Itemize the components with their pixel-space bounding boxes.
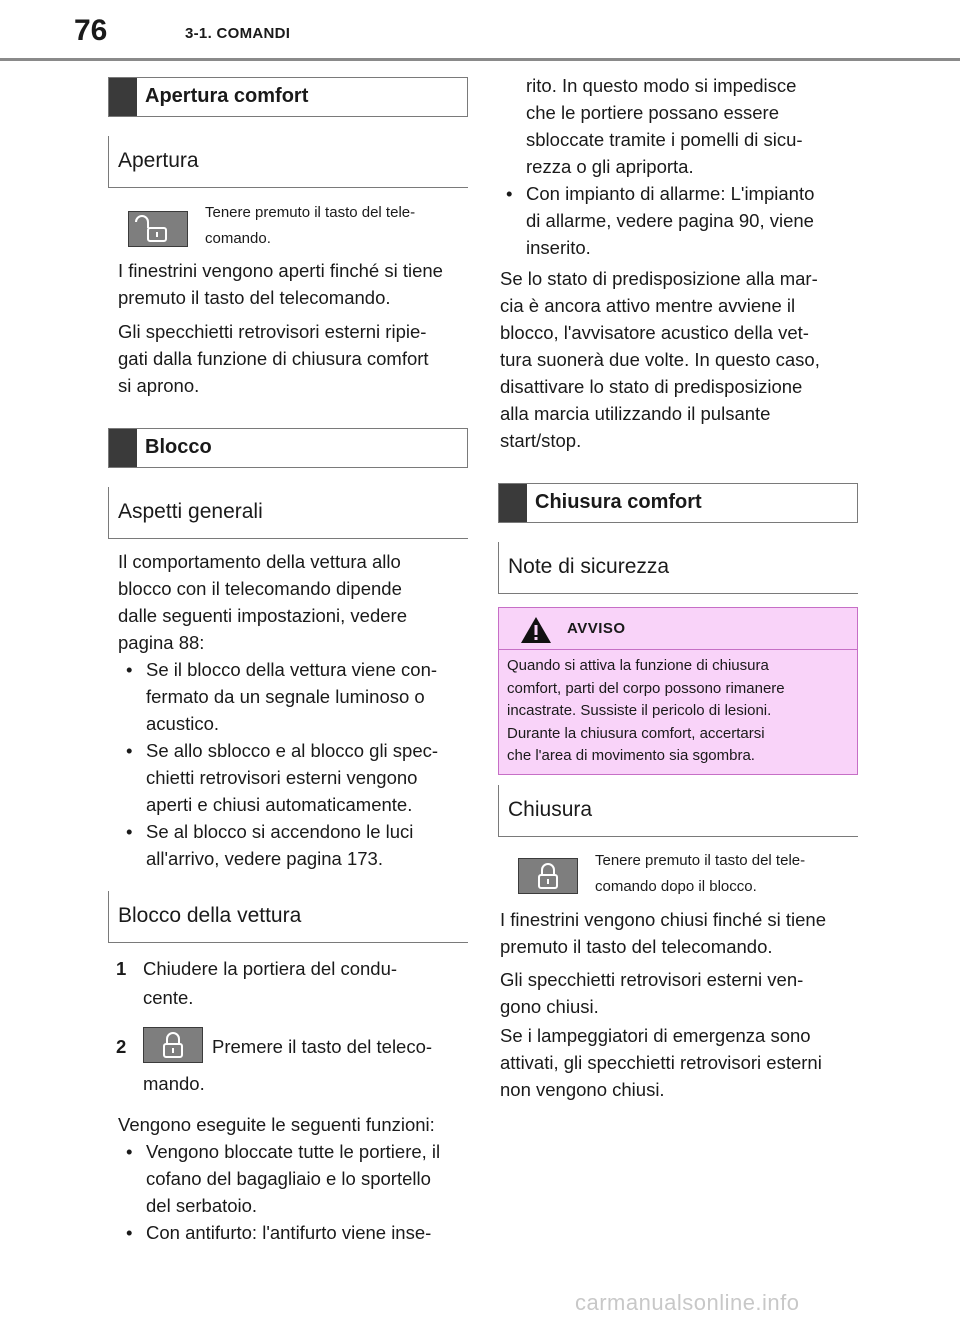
key-caption-line: comando dopo il blocco. [595,878,757,895]
warning-line: comfort, parti del corpo possono rimanere [507,679,785,697]
subsection-title: Chiusura [508,798,593,821]
paragraph-line: dalle seguenti impostazioni, vedere [118,605,407,626]
paragraph-line: Gli specchietti retrovisori esterni ripie- [118,321,427,342]
step-number: 2 [116,1036,127,1057]
step-text-line: Premere il tasto del teleco- [212,1036,433,1057]
section-marker [499,484,527,522]
section-title: Blocco [145,436,212,458]
step-text-line: Chiudere la portiera del condu- [143,958,398,979]
paragraph-line: sbloccate tramite i pomelli di sicu- [526,129,803,150]
warning-triangle-icon [519,615,553,645]
lock-key-image [518,858,578,894]
section-header-chiusura-comfort [498,483,858,523]
subsection-title: Note di sicurezza [508,555,670,578]
step-text-line: cente. [143,987,194,1008]
bullet-list [118,656,463,872]
subsection-title: Apertura [118,149,199,172]
section-marker [109,429,137,467]
paragraph-line: gati dalla funzione di chiusura comfort [118,348,429,369]
paragraph-line: alla marcia utilizzando il pulsante [500,403,771,424]
paragraph-line: non vengono chiusi. [500,1079,665,1100]
bullet-list [498,180,853,261]
unlock-key-image [128,211,188,247]
subsection-header-blocco-vettura [108,891,468,943]
subsection-header-apertura [108,136,468,188]
section-title: Chiusura comfort [535,491,702,513]
header-divider [0,58,960,61]
unlocked-padlock-icon [129,212,187,246]
warning-line: Quando si attiva la funzione di chiusura [507,657,769,674]
paragraph-line: Se i lampeggiatori di emergenza sono [500,1025,811,1046]
paragraph-line: Vengono eseguite le seguenti funzioni: [118,1114,435,1135]
paragraph-line: premuto il tasto del telecomando. [500,936,773,957]
warning-line: incastrate. Sussiste il pericolo di lesioni. [507,702,772,719]
paragraph-line: I finestrini vengono aperti finché si tiene [118,260,443,281]
bullet-list [118,1138,463,1246]
paragraph-line: I finestrini vengono chiusi finché si tiene [500,909,826,930]
list-item: • Se allo sblocco e al blocco gli spec- chietti retrovisori esterni vengono aperti e chiusi automaticamente. [118,737,463,818]
key-caption-line: comando. [205,230,271,247]
paragraph-line: blocco, l'avvisatore acustico della vet- [500,322,809,343]
subsection-header-chiusura [498,785,858,837]
paragraph-line: Se lo stato di predisposizione alla mar- [500,268,818,289]
paragraph-line: cia è ancora attivo mentre avviene il [500,295,796,316]
warning-box [498,607,858,775]
section-marker [109,78,137,116]
list-item: • Se al blocco si accendono le luci all'arrivo, vedere pagina 173. [118,818,463,872]
paragraph-line: blocco con il telecomando dipende [118,578,402,599]
subsection-title: Blocco della vettura [118,904,302,927]
paragraph-line: gono chiusi. [500,996,599,1017]
warning-line: che l'area di movimento sia sgombra. [507,747,755,764]
paragraph-line: Gli specchietti retrovisori esterni ven- [500,969,804,990]
section-header-apertura-comfort [108,77,468,117]
paragraph-line: premuto il tasto del telecomando. [118,287,391,308]
list-item: • Con impianto di allarme: L'impianto di allarme, vedere pagina 90, viene inserito. [498,180,853,261]
warning-text [507,655,852,768]
key-caption-line: Tenere premuto il tasto del tele- [205,204,416,221]
paragraph-line: rito. In questo modo si impedisce [526,75,797,96]
subsection-title: Aspetti generali [118,500,263,523]
subsection-header-note-sicurezza [498,542,858,594]
lock-key-image [143,1027,203,1063]
paragraph-line: tura suonerà due volte. In questo caso, [500,349,820,370]
paragraph-line: pagina 88: [118,632,205,653]
section-title: Apertura comfort [145,85,309,107]
paragraph-line: Il comportamento della vettura allo [118,551,401,572]
list-item: • Se il blocco della vettura viene con- fermato da un segnale luminoso o acustico. [118,656,463,737]
watermark: carmanualsonline.info [575,1290,800,1315]
list-item: • Con antifurto: l'antifurto viene inse- [118,1219,463,1246]
paragraph-line: che le portiere possano essere [526,102,779,123]
paragraph-line: start/stop. [500,430,582,451]
warning-label: AVVISO [567,620,626,637]
page-number: 76 [74,14,108,47]
step-text-line: mando. [143,1073,205,1094]
key-caption-line: Tenere premuto il tasto del tele- [595,852,806,869]
section-header-blocco [108,428,468,468]
paragraph-line: rezza o gli apriporta. [526,156,694,177]
subsection-header-aspetti-generali [108,487,468,539]
chapter-title: 3-1. COMANDI [185,25,291,42]
paragraph-line: si aprono. [118,375,200,396]
list-item: • Vengono bloccate tutte le portiere, il cofano del bagagliaio e lo sportello del serbatoio. [118,1138,463,1219]
paragraph-line: attivati, gli specchietti retrovisori esterni [500,1052,822,1073]
warning-header [499,608,857,650]
locked-padlock-icon [144,1028,202,1062]
warning-line: Durante la chiusura comfort, accertarsi [507,724,765,742]
paragraph-line: disattivare lo stato di predisposizione [500,376,803,397]
locked-padlock-icon [519,859,577,893]
step-number: 1 [116,958,127,979]
